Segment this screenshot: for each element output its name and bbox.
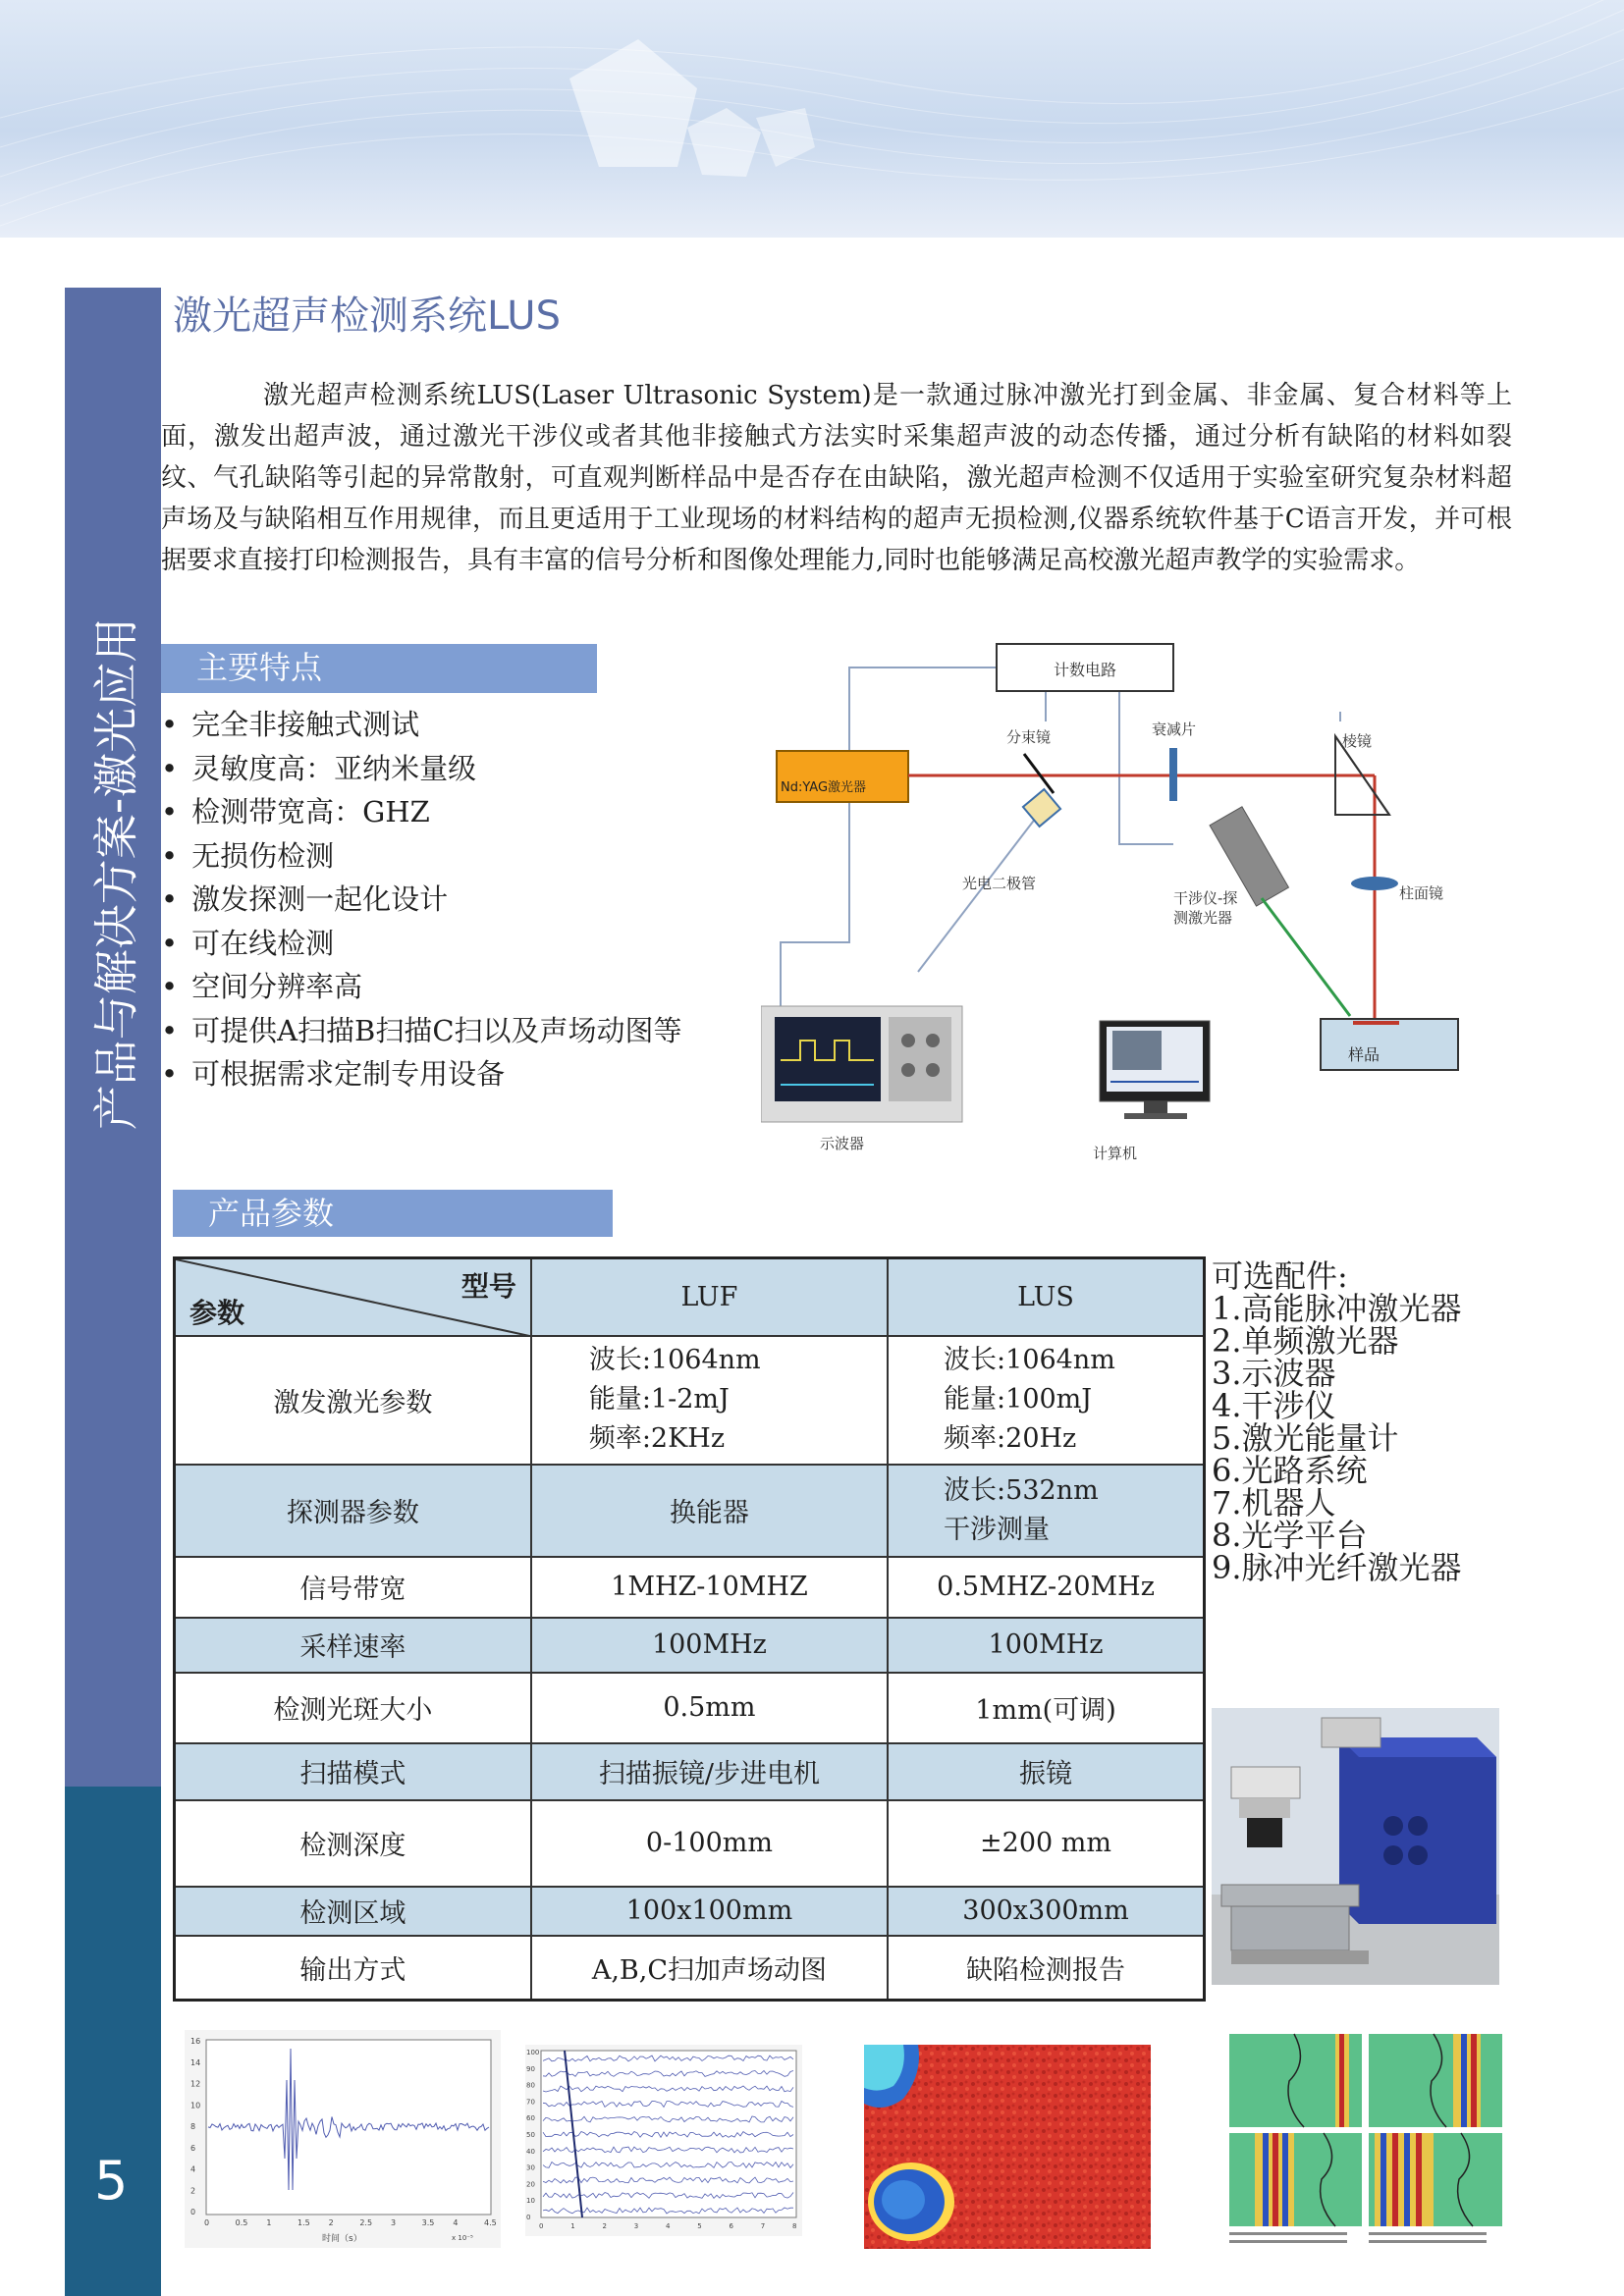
c-scan-heatmap	[864, 2045, 1151, 2249]
b-scan-x-tick: 3	[633, 2222, 639, 2230]
cell-luf: 1MHZ-10MHZ	[531, 1557, 888, 1618]
b-scan-y-tick: 60	[526, 2114, 535, 2123]
cell-lus: 波长:1064nm 能量:100mJ 频率:20Hz	[888, 1336, 1204, 1465]
b-scan-x-tick: 1	[570, 2222, 575, 2230]
a-scan-plot	[185, 2030, 501, 2248]
column-header-luf: LUF	[531, 1258, 888, 1336]
b-scan-x-tick: 4	[666, 2222, 671, 2230]
laser-label: Nd:YAG激光器	[781, 780, 867, 795]
interferometer-label-1: 干涉仪-探	[1173, 889, 1238, 907]
photodiode	[1023, 789, 1060, 827]
sample-box	[1321, 1019, 1458, 1070]
b-scan-y-tick: 70	[526, 2098, 535, 2107]
a-scan-x-tick: 2.5	[359, 2218, 373, 2227]
a-scan-y-tick: 4	[190, 2164, 196, 2174]
b-scan-y-tick: 80	[526, 2081, 535, 2090]
page-number: 5	[94, 2150, 129, 2212]
feature-item: • 可在线检测	[161, 922, 682, 966]
b-scan-y-tick: 50	[526, 2131, 535, 2139]
table-header-row	[175, 1258, 1205, 1336]
a-scan-y-tick: 12	[190, 2079, 201, 2089]
a-scan-x-tick: 4	[453, 2218, 459, 2227]
a-scan-x-tick: 0	[204, 2218, 210, 2227]
attenuator-label: 衰减片	[1152, 721, 1197, 738]
wire-counter-right	[1090, 667, 1173, 844]
cell-luf: 0.5mm	[531, 1673, 888, 1743]
table-row	[175, 1936, 1205, 2001]
feature-item: • 可提供A扫描B扫描C扫以及声场动图等	[161, 1009, 682, 1053]
a-scan-x-tick: 4.5	[484, 2218, 497, 2227]
table-row	[175, 1465, 1205, 1557]
a-scan-y-tick: 6	[190, 2143, 196, 2153]
banner-pentagon-graphic	[0, 0, 1624, 238]
cell-lus: 波长:532nm 干涉测量	[888, 1465, 1204, 1557]
header-model: 型号	[460, 1270, 516, 1303]
accessory-item: 4.干涉仪	[1212, 1387, 1336, 1424]
cell-lus: 1mm(可调)	[888, 1673, 1204, 1743]
cylindrical-lens	[1351, 877, 1398, 890]
row-label: 检测区域	[175, 1887, 531, 1936]
b-scan-x-tick: 7	[760, 2222, 766, 2230]
cell-luf: 波长:1064nm 能量:1-2mJ 频率:2KHz	[531, 1336, 888, 1465]
splitter-label: 分束镜	[1006, 728, 1052, 746]
laser-beam	[908, 775, 1375, 1026]
b-scan-y-tick: 0	[526, 2214, 531, 2221]
table-row	[175, 1673, 1205, 1743]
table-row	[175, 1743, 1205, 1800]
feature-item: • 激发探测一起化设计	[161, 878, 682, 922]
a-scan-xscale: x 10⁻⁵	[452, 2234, 473, 2242]
cyl-lens-label: 柱面镜	[1399, 884, 1444, 902]
cell-lus: 100MHz	[888, 1618, 1204, 1673]
accessory-item: 9.脉冲光纤激光器	[1212, 1549, 1462, 1586]
cell-lus: ±200 mm	[888, 1800, 1204, 1887]
a-scan-x-tick: 3.5	[421, 2218, 435, 2227]
b-scan-y-tick: 40	[526, 2147, 535, 2156]
b-scan-plot	[525, 2045, 802, 2236]
a-scan-x-tick: 0.5	[235, 2218, 248, 2227]
row-label: 信号带宽	[175, 1557, 531, 1618]
snapshot-b	[1369, 2034, 1502, 2127]
product-photo	[1212, 1708, 1499, 1985]
feature-item: • 无损伤检测	[161, 834, 682, 879]
accessory-item: 6.光路系统	[1212, 1452, 1368, 1489]
params-table	[173, 1256, 1206, 2002]
corner-header-cell	[175, 1258, 531, 1336]
b-scan-x-tick: 5	[697, 2222, 702, 2230]
table-row	[175, 1557, 1205, 1618]
oscilloscope-image	[761, 1006, 962, 1122]
cell-luf: 100x100mm	[531, 1887, 888, 1936]
b-scan-y-tick: 100	[526, 2049, 540, 2056]
b-scan-y-tick: 10	[526, 2197, 535, 2206]
row-label: 探测器参数	[175, 1465, 531, 1557]
a-scan-y-tick: 14	[190, 2057, 201, 2067]
b-scan-y-tick: 90	[526, 2064, 535, 2073]
accessory-item: 1.高能脉冲激光器	[1212, 1290, 1462, 1327]
oscilloscope-label: 示波器	[820, 1135, 865, 1152]
header-param: 参数	[189, 1296, 245, 1329]
table-row	[175, 1800, 1205, 1887]
accessory-item: 7.机器人	[1212, 1484, 1336, 1522]
b-scan-x-tick: 0	[539, 2222, 544, 2230]
row-label: 检测光斑大小	[175, 1673, 531, 1743]
feature-item: • 可根据需求定制专用设备	[161, 1052, 682, 1096]
wavefield-snapshots	[1225, 2032, 1506, 2250]
probe-beam	[1262, 898, 1350, 1016]
cell-luf: 100MHz	[531, 1618, 888, 1673]
accessory-item: 8.光学平台	[1212, 1517, 1368, 1554]
b-scan-x-tick: 6	[729, 2222, 733, 2230]
wire-laser-counter	[781, 667, 997, 1006]
b-scan-y-tick: 30	[526, 2163, 535, 2172]
accessory-item: 3.示波器	[1212, 1355, 1336, 1392]
side-label-text: 产品与解决方案-激光应用	[89, 616, 143, 1131]
feature-item: • 检测带宽高：GHZ	[161, 790, 682, 834]
computer-image	[1100, 1021, 1210, 1119]
feature-item: • 灵敏度高：亚纳米量级	[161, 747, 682, 791]
b-scan-x-tick: 8	[792, 2222, 797, 2230]
accessories-list	[1212, 1257, 1462, 1586]
sample-label: 样品	[1348, 1045, 1380, 1064]
row-label: 输出方式	[175, 1936, 531, 2001]
computer-label: 计算机	[1093, 1145, 1138, 1162]
a-scan-x-tick: 1	[266, 2218, 272, 2227]
cell-lus: 缺陷检测报告	[888, 1936, 1204, 2001]
cell-luf: A,B,C扫加声场动图	[531, 1936, 888, 2001]
a-scan-x-tick: 2	[328, 2218, 334, 2227]
side-bar-bottom	[65, 1787, 161, 2296]
counter-label: 计数电路	[1053, 661, 1117, 679]
beam-splitter	[1024, 754, 1054, 793]
attenuator	[1169, 748, 1177, 801]
table-row	[175, 1336, 1205, 1465]
prism-label: 棱镜	[1342, 732, 1373, 750]
cell-lus: 300x300mm	[888, 1887, 1204, 1936]
b-scan-y-tick: 20	[526, 2180, 535, 2189]
feature-item: • 空间分辨率高	[161, 965, 682, 1009]
cell-lus: 振镜	[888, 1743, 1204, 1800]
a-scan-y-tick: 0	[190, 2208, 196, 2216]
a-scan-y-tick: 2	[190, 2186, 196, 2196]
row-label: 扫描模式	[175, 1743, 531, 1800]
table-row	[175, 1887, 1205, 1936]
column-header-lus: LUS	[888, 1258, 1204, 1336]
page-title: 激光超声检测系统LUS	[173, 294, 561, 339]
a-scan-x-tick: 1.5	[298, 2218, 310, 2227]
row-label: 激发激光参数	[175, 1336, 531, 1465]
row-label: 采样速率	[175, 1618, 531, 1673]
cell-luf: 换能器	[531, 1465, 888, 1557]
accessory-item: 2.单频激光器	[1212, 1322, 1399, 1360]
row-label: 检测深度	[175, 1800, 531, 1887]
accessories-title: 可选配件:	[1212, 1257, 1348, 1295]
a-scan-xlabel: 时间（s）	[322, 2234, 362, 2244]
feature-item: • 完全非接触式测试	[161, 703, 682, 747]
snapshot-a	[1229, 2034, 1362, 2127]
params-heading: 产品参数	[173, 1190, 613, 1237]
a-scan-y-tick: 8	[190, 2122, 196, 2131]
intro-paragraph: 激光超声检测系统LUS(Laser Ultrasonic System)是一款通过脉冲激光打到金属、非金属、复合材料等上面，激发出超声波，通过激光干涉仪或者其他非接触式方法实时采集超声波的动态传播，通过分析有缺陷的材料如裂纹、气孔缺陷等引起的异常散射，可直观判断样品中是否存在由缺陷，激光超声检测不仅适用于实验室研究复杂材料超声场及与缺陷相互作用规律，而且更适用于工业现场的材料结构的超声无损检测,仪器系统软件基于C语言开发，并可根据要求直接打印检测报告，具有丰富的信号分析和图像处理能力,同时也能够满足高校激光超声教学的实验需求。	[161, 381, 1512, 575]
features-heading: 主要特点	[161, 644, 597, 693]
cell-luf: 0-100mm	[531, 1800, 888, 1887]
a-scan-y-tick: 16	[190, 2037, 201, 2046]
system-diagram	[761, 638, 1488, 1168]
table-row	[175, 1618, 1205, 1673]
feature-list	[161, 703, 682, 1096]
snapshot-c	[1229, 2133, 1362, 2226]
a-scan-y-tick: 10	[190, 2101, 201, 2110]
side-label	[65, 599, 161, 1148]
cell-lus: 0.5MHZ-20MHz	[888, 1557, 1204, 1618]
a-scan-x-tick: 3	[391, 2218, 397, 2227]
b-scan-x-tick: 2	[602, 2222, 607, 2230]
photodiode-label: 光电二极管	[962, 875, 1037, 892]
header-banner	[0, 0, 1624, 238]
snapshot-d	[1369, 2133, 1502, 2226]
interferometer-label-2: 测激光器	[1173, 909, 1233, 927]
cell-luf: 扫描振镜/步进电机	[531, 1743, 888, 1800]
accessory-item: 5.激光能量计	[1212, 1419, 1399, 1457]
